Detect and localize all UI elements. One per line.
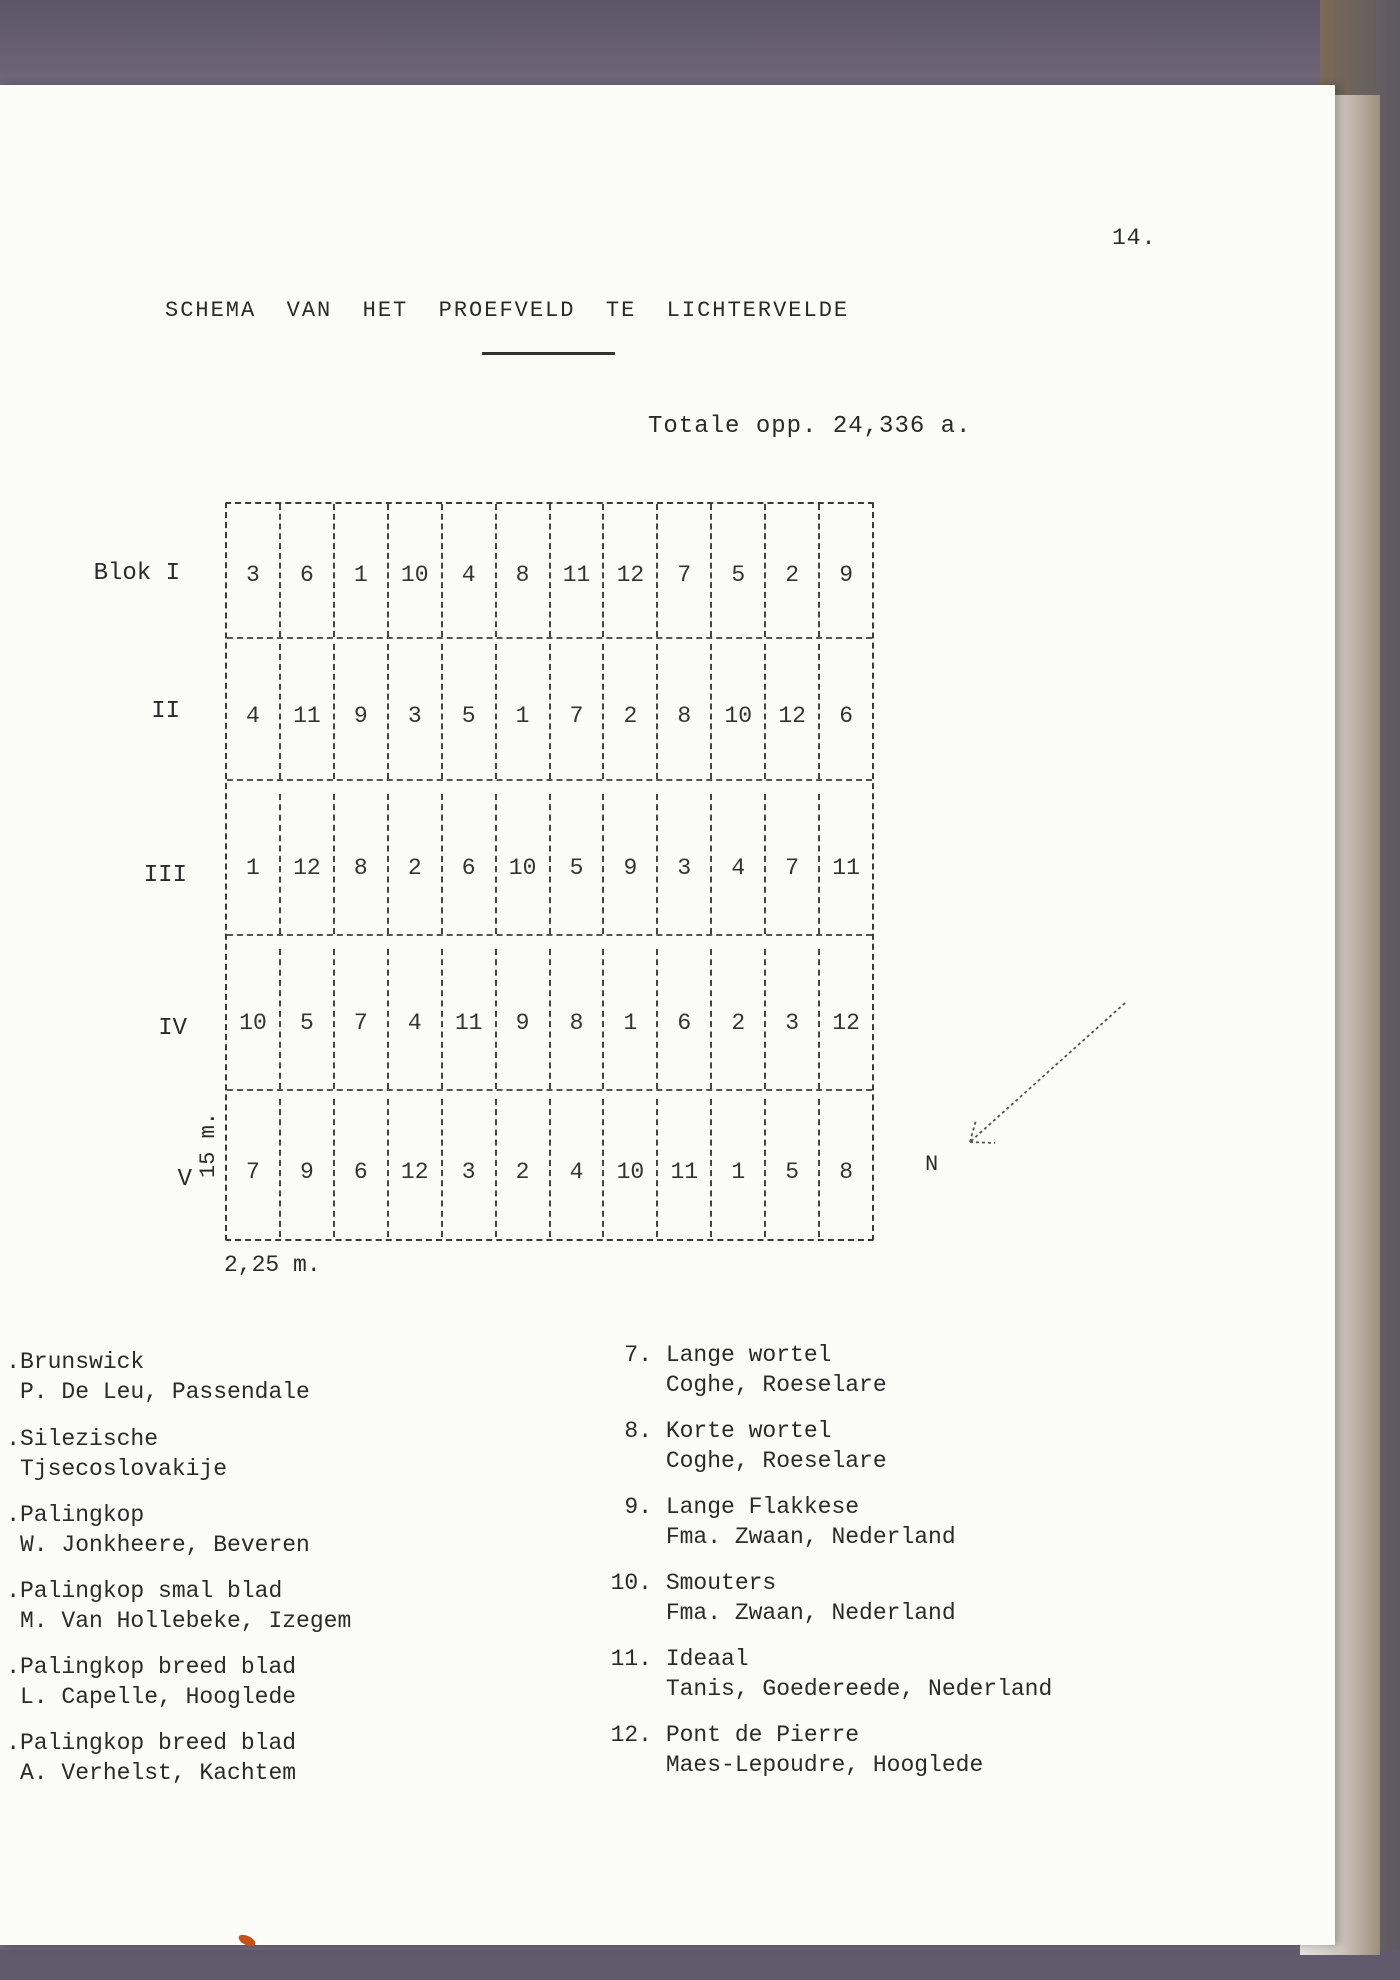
legend-item: 9. Lange Flakkese Fma. Zwaan, Nederland xyxy=(624,1494,956,1550)
field-plan xyxy=(225,502,874,1241)
plot: 11 xyxy=(551,504,605,637)
legend-item: .Silezische Tjsecoslovakije xyxy=(6,1426,228,1482)
plot: 1 xyxy=(227,794,281,934)
plot: 10 xyxy=(389,504,443,637)
block-row-5 xyxy=(227,1099,872,1237)
plot: 4 xyxy=(389,949,443,1089)
plot: 11 xyxy=(832,855,860,881)
plot: 12 xyxy=(281,794,335,934)
plot: 12 xyxy=(832,1010,860,1036)
plot: 12 xyxy=(766,644,820,779)
total-area: Totale opp. 24,336 a. xyxy=(648,413,972,440)
plot: 7 xyxy=(551,644,605,779)
plot: 9 xyxy=(604,794,658,934)
variety-name: Palingkop breed blad xyxy=(20,1654,297,1680)
variety-origin: W. Jonkheere, Beveren xyxy=(20,1532,310,1558)
variety-name: Korte wortel xyxy=(665,1418,832,1444)
block-label-2: II xyxy=(151,698,180,725)
variety-name: Palingkop breed blad xyxy=(20,1730,297,1756)
plot: 2 xyxy=(604,644,658,779)
variety-origin: L. Capelle, Hooglede xyxy=(20,1684,297,1710)
variety-name: Pont de Pierre xyxy=(665,1722,860,1748)
plot: 1 xyxy=(497,644,551,779)
plot: 6 xyxy=(658,949,712,1089)
plot: 6 xyxy=(281,504,335,637)
variety-origin: Coghe, Roeselare xyxy=(665,1372,887,1398)
block-row-2 xyxy=(227,644,872,781)
variety-origin: A. Verhelst, Kachtem xyxy=(20,1760,297,1786)
plot: 3 xyxy=(389,644,443,779)
plot: 12 xyxy=(604,504,658,637)
block-label-4: IV xyxy=(158,1015,187,1042)
variety-origin: Tanis, Goedereede, Nederland xyxy=(665,1676,1053,1702)
plot: 4 xyxy=(551,1099,605,1237)
plot: 9 xyxy=(335,644,389,779)
variety-name: Silezische xyxy=(20,1426,159,1452)
plot: 10 xyxy=(497,794,551,934)
plot: 4 xyxy=(712,794,766,934)
plot: 1 xyxy=(604,949,658,1089)
plot: 2 xyxy=(497,1099,551,1237)
legend-item: .Palingkop W. Jonkheere, Beveren xyxy=(6,1502,310,1558)
legend-item: .Palingkop breed blad L. Capelle, Hooglede xyxy=(6,1654,297,1710)
backdrop-bottom xyxy=(0,1950,1400,1980)
legend-item: 11. Ideaal Tanis, Goedereede, Nederland xyxy=(610,1646,1053,1702)
plot: 1 xyxy=(712,1099,766,1237)
title-underline xyxy=(482,352,615,355)
variety-origin: Fma. Zwaan, Nederland xyxy=(665,1524,956,1550)
legend-item: 8. Korte wortel Coghe, Roeselare xyxy=(624,1418,887,1474)
plot: 10 xyxy=(604,1099,658,1237)
variety-name: Ideaal xyxy=(665,1646,749,1672)
plot: 12 xyxy=(389,1099,443,1237)
variety-name: Brunswick xyxy=(20,1349,145,1375)
plot: 2 xyxy=(712,949,766,1089)
plot: 7 xyxy=(335,949,389,1089)
variety-name: Palingkop smal blad xyxy=(20,1578,283,1604)
plot: 8 xyxy=(658,644,712,779)
plot: 9 xyxy=(281,1099,335,1237)
legend-item: .Palingkop smal blad M. Van Hollebeke, Izegem xyxy=(6,1578,352,1634)
legend-item: 10. Smouters Fma. Zwaan, Nederland xyxy=(610,1570,956,1626)
variety-name: Smouters xyxy=(665,1570,777,1596)
plot-height-label: 15 m. xyxy=(196,1111,221,1178)
plot: 5 xyxy=(551,794,605,934)
variety-origin: Tjsecoslovakije xyxy=(20,1456,228,1482)
plot: 8 xyxy=(551,949,605,1089)
plot: 11 xyxy=(658,1099,712,1237)
page-number: 14. xyxy=(1112,225,1157,251)
plot: 2 xyxy=(389,794,443,934)
block-label-5: V xyxy=(177,1166,192,1193)
plot: 5 xyxy=(766,1099,820,1237)
variety-origin: Fma. Zwaan, Nederland xyxy=(665,1600,956,1626)
plot: 3 xyxy=(443,1099,497,1237)
block-row-4 xyxy=(227,949,872,1091)
legend-item: 12. Pont de Pierre Maes-Lepoudre, Hooglede xyxy=(610,1722,984,1778)
legend-item: .Brunswick P. De Leu, Passendale xyxy=(6,1349,310,1405)
plot: 3 xyxy=(658,794,712,934)
block-label-1: Blok I xyxy=(93,560,180,587)
block-label-3: III xyxy=(143,862,187,889)
plot: 10 xyxy=(712,644,766,779)
variety-origin: Maes-Lepoudre, Hooglede xyxy=(665,1752,984,1778)
north-label: N xyxy=(925,1152,939,1177)
plot: 2 xyxy=(766,504,820,637)
north-arrow-icon xyxy=(960,1000,1130,1150)
plot: 7 xyxy=(227,1099,281,1237)
plot: 8 xyxy=(839,1159,853,1185)
plot: 8 xyxy=(335,794,389,934)
plot-width-label: 2,25 m. xyxy=(224,1252,321,1278)
plot: 11 xyxy=(443,949,497,1089)
variety-origin: Coghe, Roeselare xyxy=(665,1448,887,1474)
plot: 1 xyxy=(335,504,389,637)
plot: 3 xyxy=(766,949,820,1089)
plot: 5 xyxy=(712,504,766,637)
block-row-1 xyxy=(227,504,872,639)
legend-item: .Palingkop breed blad A. Verhelst, Kachtem xyxy=(6,1730,297,1786)
plot: 5 xyxy=(443,644,497,779)
plot: 11 xyxy=(281,644,335,779)
page-title: SCHEMA VAN HET PROEFVELD TE LICHTERVELDE xyxy=(165,298,850,323)
plot: 6 xyxy=(839,702,853,729)
plot: 6 xyxy=(443,794,497,934)
plot: 3 xyxy=(227,504,281,637)
variety-origin: P. De Leu, Passendale xyxy=(20,1379,310,1405)
plot: 8 xyxy=(497,504,551,637)
block-row-3 xyxy=(227,794,872,936)
plot: 7 xyxy=(766,794,820,934)
variety-name: Lange Flakkese xyxy=(665,1494,860,1520)
plot: 9 xyxy=(497,949,551,1089)
plot: 7 xyxy=(658,504,712,637)
legend-item: 7. Lange wortel Coghe, Roeselare xyxy=(624,1342,887,1398)
plot: 10 xyxy=(227,949,281,1089)
plot: 4 xyxy=(227,644,281,779)
plot: 6 xyxy=(335,1099,389,1237)
plot: 5 xyxy=(281,949,335,1089)
plot: 9 xyxy=(839,561,853,588)
variety-name: Lange wortel xyxy=(665,1342,832,1368)
plot: 4 xyxy=(443,504,497,637)
variety-name: Palingkop xyxy=(20,1502,145,1528)
variety-origin: M. Van Hollebeke, Izegem xyxy=(20,1608,352,1634)
